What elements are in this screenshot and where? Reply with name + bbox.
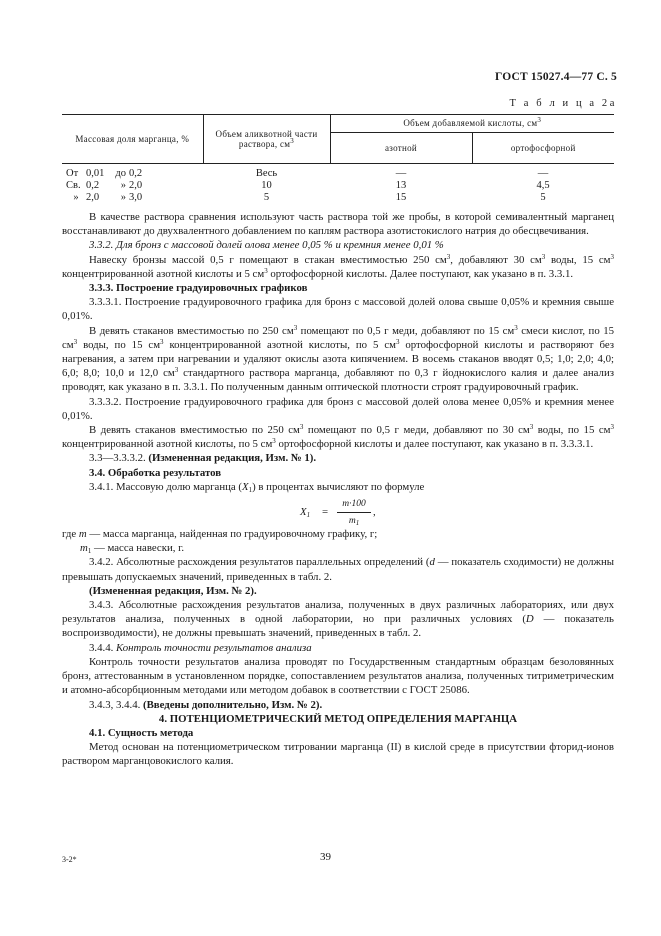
paragraph: 3.3—3.3.3.2. (Измененная редакция, Изм. № 1). — [89, 452, 317, 465]
paragraph: 3.4.1. Массовую долю марганца $(X_1)$ в процентах вычисляют по формуле — [89, 480, 425, 494]
footer-mark: 3-2* — [62, 855, 77, 864]
body-text — [62, 210, 614, 769]
subsection-heading: 3.4. Обработка результатов — [89, 466, 222, 479]
paragraph: 3.4.2. Абсолютные расхождения результатов параллельных определений (d — показатель сходимости) не должны превышать допускаемых значений, приведенных в табл. 2. — [62, 556, 615, 583]
paragraph: 3.4.4. Контроль точности результатов анализа — [89, 641, 312, 654]
paragraph: В девять стаканов вместимостью по 250 $см^3$ помещают по 0,5 г меди, добавляют по 15 $см^3$ смеси кислот, по 15 $см^3$ воды, по 15 $см^3$ концентрированной азотной кислоты, по 5 $см^3$ ортофосфорной кислоты и растворяют без нагревания, а затем при нагревании и удаляют окислы азота кипячением. В восемь стаканов вводят 0,5; 1,0; 2,0; 4,0; 6,0; 8,0; 10,0 и 12,0 $см^3$ стандартного раствора марганца, добавляют по 0,3 г йоднокислого калия и далее анализ проводят, как указано в п. 3.3.1. По полученным данным оптической плотности строят градуировочный график. — [62, 323, 615, 394]
section-heading: 4. ПОТЕНЦИОМЕТРИЧЕСКИЙ МЕТОД ОПРЕДЕЛЕНИЯ МАРГАНЦА — [158, 712, 518, 725]
paragraph: 3.3.2. Для бронз с массовой долей олова менее 0,05 % и кремния менее 0,01 % — [89, 239, 444, 252]
paragraph: 3.3.3.1. Построение градуировочного графика для бронз с массовой долей олова свыше 0,05% и кремния свыше 0,01%. — [62, 296, 614, 323]
th-aliquot: Объем аликвотной части раствора, $см^3$ — [203, 115, 330, 164]
paragraph: Метод основан на потенциометрическом титровании марганца (II) в кислой среде в присутствии фторид-ионов раствором марганцовокислого калия. — [62, 741, 614, 768]
paragraph: 3.4.3, 3.4.4. (Введены дополнительно, Изм. № 2). — [89, 698, 323, 711]
paragraph: В качестве раствора сравнения используют часть раствора той же пробы, в которой семивалентный марганец восстанавливают до двухвалентного добавлением по каплям раствора азотистокислого натрия до обесцвечивания. — [62, 211, 614, 238]
th-mass-fraction: Массовая доля марганца, % — [62, 115, 203, 164]
th-nitric: азотной — [330, 133, 472, 164]
table-row: » 2,0 » 3,0 5 15 5 — [73, 192, 546, 204]
paragraph: (Измененная редакция, Изм. № 2). — [89, 584, 257, 597]
paragraph: где m — масса марганца, найденная по градуировочному графику, г; — [62, 528, 378, 541]
subsection-heading: 3.3.3. Построение градуировочных графиков — [89, 282, 308, 295]
table-caption: Т а б л и ц а 2а — [509, 98, 617, 109]
table-row: От 0,01 до 0,2 Весь — — — [66, 168, 549, 179]
paragraph: $m_1$ — масса навески, г. — [80, 542, 185, 556]
th-acid-volume: Объем добавляемой кислоты, $см^3$ — [330, 115, 614, 133]
subsection-heading: 4.1. Сущность метода — [89, 726, 194, 739]
page-number: 39 — [320, 851, 331, 863]
paragraph: 3.4.3. Абсолютные расхождения результатов анализа, полученных в двух различных лабораториях, или двух результатов анализа, полученных в одной лаборатории, но при различных условиях (D — показатель воспроизводимости), не должны превышать значений, приведенных в табл. 2. — [62, 599, 614, 640]
table-row: Св. 0,2 » 2,0 10 13 4,5 — [66, 180, 550, 192]
table-2a — [62, 114, 614, 204]
page-header: ГОСТ 15027.4—77 С. 5 — [494, 71, 617, 83]
formula: $X_1$ = $\frac{m\cdot 100}{m_1}$ , — [300, 499, 376, 528]
paragraph: В девять стаканов вместимостью по 250 $см^3$ помещают по 0,5 г меди, добавляют по 30 $см^3$ воды, по 15 $см^3$ концентрированной азотной кислоты, по 5 $см^3$ ортофосфорной кислоты и далее поступают, как указано в п. 3.3.3.1. — [62, 423, 615, 451]
paragraph: Навеску бронзы массой 0,5 г помещают в стакан вместимостью 250 $см^3$, добавляют 30 $см^3$ воды, 15 $см^3$ концентрированной азотной кислоты и 5 $см^3$ ортофосфорной кислоты. Далее поступают, как указано в п. 3.3.1. — [62, 252, 614, 280]
th-orthophosphoric: ортофосфорной — [472, 133, 614, 164]
paragraph: Контроль точности результатов анализа проводят по Государственным стандартным образцам безоловянных бронз, аттестованным в установленном порядке, сопоставлением результатов анализа, полученных титриметрическим и атомно-абсорбционным методами или методом добавок в соответствии с ГОСТ 25086. — [62, 655, 614, 697]
paragraph: 3.3.3.2. Построение градуировочного графика для бронз с массовой долей олова менее 0,05% и кремния менее 0,01%. — [62, 395, 614, 422]
